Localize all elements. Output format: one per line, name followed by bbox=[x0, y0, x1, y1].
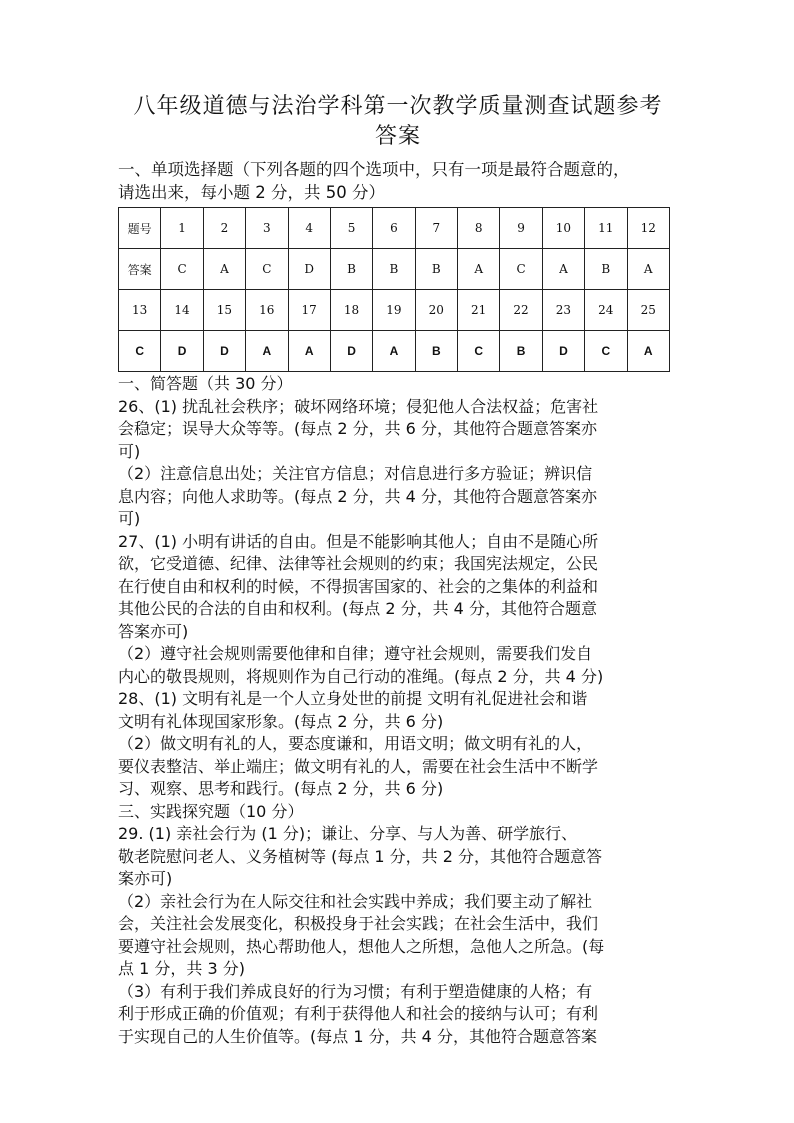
table-cell: 5 bbox=[330, 208, 372, 249]
table-cell: 题号 bbox=[119, 208, 161, 249]
table-cell: 9 bbox=[500, 208, 542, 249]
table-cell: B bbox=[330, 249, 372, 290]
table-cell: A bbox=[627, 249, 670, 290]
table-cell: C bbox=[246, 249, 288, 290]
table-cell: C bbox=[585, 331, 627, 372]
table-cell: C bbox=[458, 331, 500, 372]
answer-text-line: 点 1 分，共 3 分) bbox=[118, 959, 245, 978]
table-cell: 19 bbox=[373, 290, 415, 331]
table-cell: B bbox=[373, 249, 415, 290]
answer-text-line: 29. (1) 亲社会行为 (1 分)；谦让、分享、与人为善、研学旅行、 bbox=[118, 824, 578, 843]
table-cell: 7 bbox=[415, 208, 457, 249]
answer-text-line: 敬老院慰问老人、义务植树等 (每点 1 分，共 2 分，其他符合题意答 bbox=[118, 846, 603, 866]
document-page bbox=[118, 92, 678, 1048]
table-cell: 23 bbox=[542, 290, 584, 331]
answer-text-line: （2）遵守社会规则需要他律和自律；遵守社会规则，需要我们发自 bbox=[118, 644, 593, 663]
table-cell: 3 bbox=[246, 208, 288, 249]
answer-text-line: 一、简答题（共 30 分） bbox=[118, 374, 293, 393]
answer-text-line: 利于形成正确的价值观；有利于获得他人和社会的接纳与认可；有利 bbox=[118, 1004, 599, 1023]
answer-text-line: 可) bbox=[118, 441, 141, 461]
table-cell: D bbox=[203, 331, 245, 372]
answer-text-line: 案亦可) bbox=[118, 869, 173, 888]
answer-text-line: 26、(1) 扰乱社会秩序；破坏网络环境；侵犯他人合法权益；危害社 bbox=[118, 396, 599, 416]
table-row-answers-2 bbox=[119, 331, 670, 372]
answer-text-line: 27、(1) 小明有讲话的自由。但是不能影响其他人；自由不是随心所 bbox=[118, 531, 599, 551]
table-cell: 12 bbox=[627, 208, 670, 249]
document-title-line2: 答案 bbox=[374, 124, 421, 149]
answer-text-line: 习、观察、思考和践行。(每点 2 分，共 6 分) bbox=[118, 779, 444, 798]
answer-text-line: 可) bbox=[118, 509, 141, 528]
table-cell: D bbox=[542, 331, 584, 372]
table-cell: C bbox=[500, 249, 542, 290]
table-cell: C bbox=[161, 249, 203, 290]
table-cell: 16 bbox=[246, 290, 288, 331]
table-cell: B bbox=[500, 331, 542, 372]
table-cell: 8 bbox=[458, 208, 500, 249]
section1-instruction-line1: 一、单项选择题（下列各题的四个选项中，只有一项是最符合题意的， bbox=[118, 160, 630, 179]
answer-text-line: （2）做文明有礼的人，要态度谦和，用语文明；做文明有礼的人， bbox=[118, 734, 593, 753]
answer-text-line: 会，关注社会发展变化，积极投身于社会实践；在社会生活中，我们 bbox=[118, 914, 599, 933]
answer-table bbox=[118, 207, 670, 372]
table-cell: 2 bbox=[203, 208, 245, 249]
table-cell: 18 bbox=[330, 290, 372, 331]
table-cell: 14 bbox=[161, 290, 203, 331]
answer-text-line: （3）有利于我们养成良好的行为习惯；有利于塑造健康的人格；有 bbox=[118, 981, 593, 1001]
answer-text-line: 欲，它受道德、纪律、法律等社会规则的约束；我国宪法规定，公民 bbox=[118, 554, 599, 573]
answer-text-line: 于实现自己的人生价值等。(每点 1 分，共 4 分，其他符合题意答案 bbox=[118, 1026, 597, 1046]
answer-text-line: 答案亦可) bbox=[118, 621, 189, 641]
table-cell: 17 bbox=[288, 290, 330, 331]
answer-text-line: 会稳定；误导大众等等。(每点 2 分，共 6 分，其他符合题意答案亦 bbox=[118, 419, 597, 438]
table-cell: 4 bbox=[288, 208, 330, 249]
table-cell: 15 bbox=[203, 290, 245, 331]
table-cell: 22 bbox=[500, 290, 542, 331]
table-cell: 24 bbox=[585, 290, 627, 331]
section1-instruction-line2: 请选出来，每小题 2 分，共 50 分） bbox=[118, 183, 385, 202]
table-cell: D bbox=[288, 249, 330, 290]
table-cell: 6 bbox=[373, 208, 415, 249]
answer-text-line: 息内容；向他人求助等。(每点 2 分，共 4 分，其他符合题意答案亦 bbox=[118, 486, 597, 506]
table-cell: 13 bbox=[119, 290, 161, 331]
document-title-line1: 八年级道德与法治学科第一次教学质量测查试题参考 bbox=[133, 94, 663, 119]
table-row-question-numbers-2 bbox=[119, 290, 670, 331]
table-cell: A bbox=[542, 249, 584, 290]
table-cell: D bbox=[161, 331, 203, 372]
table-cell: 25 bbox=[627, 290, 670, 331]
table-cell: 11 bbox=[585, 208, 627, 249]
table-cell: B bbox=[415, 249, 457, 290]
table-cell: A bbox=[627, 331, 670, 372]
table-cell: B bbox=[415, 331, 457, 372]
table-cell: 10 bbox=[542, 208, 584, 249]
answer-text-line: 文明有礼体现国家形象。(每点 2 分，共 6 分) bbox=[118, 711, 444, 731]
answer-text-line: （2）注意信息出处；关注官方信息；对信息进行多方验证；辨识信 bbox=[118, 464, 593, 483]
table-cell: A bbox=[458, 249, 500, 290]
table-cell: 20 bbox=[415, 290, 457, 331]
table-cell: D bbox=[330, 331, 372, 372]
table-cell: A bbox=[246, 331, 288, 372]
answer-text-line: 内心的敬畏规则，将规则作为自己行动的准绳。(每点 2 分，共 4 分) bbox=[118, 666, 604, 686]
table-cell: 1 bbox=[161, 208, 203, 249]
table-cell: C bbox=[119, 331, 161, 372]
answer-text-line: （2）亲社会行为在人际交往和社会实践中养成；我们要主动了解社 bbox=[118, 891, 593, 911]
table-cell: A bbox=[203, 249, 245, 290]
answer-body bbox=[118, 373, 678, 1048]
answer-text-line: 在行使自由和权利的时候，不得损害国家的、社会的之集体的利益和 bbox=[118, 576, 599, 596]
table-row-question-numbers-1 bbox=[119, 208, 670, 249]
table-cell: 答案 bbox=[119, 249, 161, 290]
answer-text-line: 28、(1) 文明有礼是一个人立身处世的前提 文明有礼促进社会和谐 bbox=[118, 689, 588, 708]
table-cell: B bbox=[585, 249, 627, 290]
answer-text-line: 三、实践探究题（10 分） bbox=[118, 801, 304, 821]
table-cell: 21 bbox=[458, 290, 500, 331]
table-cell: A bbox=[288, 331, 330, 372]
answer-text-line: 要遵守社会规则，热心帮助他人，想他人之所想，急他人之所急。(每 bbox=[118, 936, 605, 956]
table-cell: A bbox=[373, 331, 415, 372]
answer-text-line: 要仪表整洁、举止端庄；做文明有礼的人，需要在社会生活中不断学 bbox=[118, 756, 599, 776]
answer-text-line: 其他公民的合法的自由和权利。(每点 2 分，共 4 分，其他符合题意 bbox=[118, 599, 597, 618]
table-row-answers-1 bbox=[119, 249, 670, 290]
